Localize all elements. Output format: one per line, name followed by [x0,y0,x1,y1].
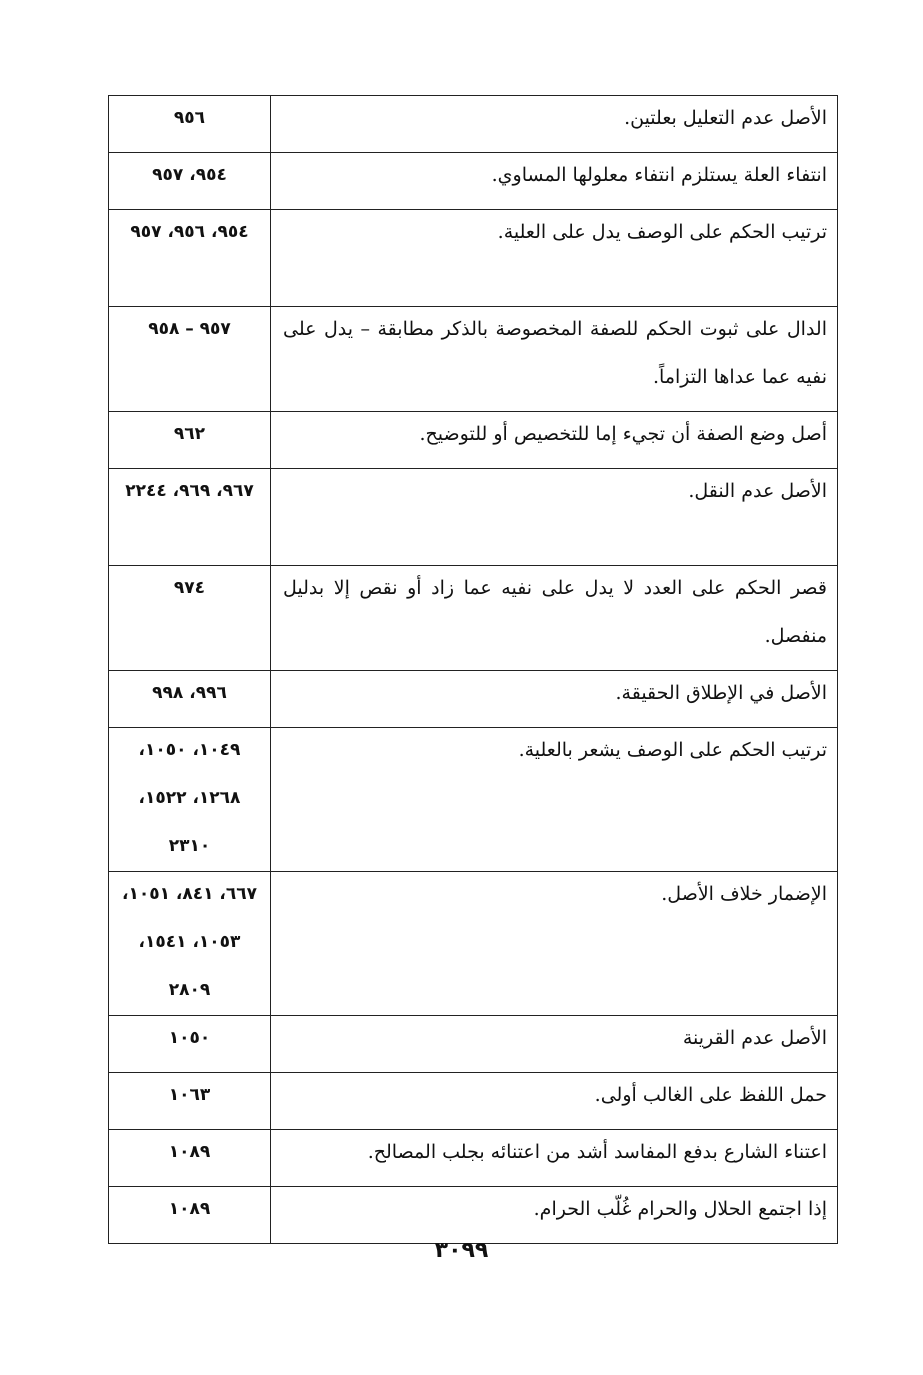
page-references: ٩٥٦ [173,108,206,128]
rule-cell [271,153,838,210]
pages-cell [109,1187,271,1244]
table-row [109,872,838,1016]
page-references: ١٠٨٩ [168,1142,211,1162]
page-references: ٩٧٤ [173,578,206,598]
rule-text: إذا اجتمع الحلال والحرام غُلّب الحرام. [533,1198,827,1220]
table-row [109,566,838,671]
pages-cell [109,96,271,153]
rule-cell [271,872,838,1016]
rule-text: الأصل عدم النقل. [688,480,827,502]
rule-cell [271,566,838,671]
rule-text: الأصل عدم التعليل بعلتين. [624,107,827,129]
rule-text: اعتناء الشارع بدفع المفاسد أشد من اعتنائه بجلب المصالح. [367,1141,827,1163]
rule-text: الأصل في الإطلاق الحقيقة. [615,682,827,704]
rule-cell [271,1187,838,1244]
pages-cell [109,153,271,210]
rules-index-table [108,95,838,1244]
rule-cell [271,96,838,153]
table-row [109,728,838,872]
page-references: ٩٦٧، ٩٦٩، ٢٢٤٤ [125,481,254,501]
rule-cell [271,671,838,728]
table-row [109,671,838,728]
table-row [109,412,838,469]
page-references: ٩٥٧ – ٩٥٨ [148,319,231,339]
page-references: ١٠٤٩، ١٠٥٠، ١٢٦٨، ١٥٢٢، ٢٣١٠ [138,740,241,856]
pages-cell [109,1016,271,1073]
pages-cell [109,1073,271,1130]
page-references: ٦٦٧، ٨٤١، ١٠٥١، ١٠٥٣، ١٥٤١، ٢٨٠٩ [121,884,258,1000]
pages-cell [109,412,271,469]
rule-text: ترتيب الحكم على الوصف يشعر بالعلية. [518,739,827,761]
rule-cell [271,1016,838,1073]
table-row [109,96,838,153]
rule-text: حمل اللفظ على الغالب أولى. [594,1084,827,1106]
rule-text: الأصل عدم القرينة [682,1027,827,1049]
page-references: ١٠٦٣ [168,1085,211,1105]
rule-cell [271,469,838,566]
rule-cell [271,210,838,307]
rule-text: قصر الحكم على العدد لا يدل على نفيه عما زاد أو نقص إلا بدليل منفصل. [283,577,827,647]
rule-text: الإضمار خلاف الأصل. [661,883,827,905]
rule-cell [271,1073,838,1130]
table-row [109,153,838,210]
table-row [109,469,838,566]
rule-text: الدال على ثبوت الحكم للصفة المخصوصة بالذكر مطابقة – يدل على نفيه عما عداها التزاماً. [283,318,827,388]
page-references: ٩٦٢ [173,424,206,444]
pages-cell [109,728,271,872]
rule-text: ترتيب الحكم على الوصف يدل على العلية. [497,221,827,243]
rule-cell [271,728,838,872]
rule-cell [271,412,838,469]
page-number: ٣٠٩٩ [434,1238,489,1263]
table-row [109,1187,838,1244]
table-row [109,1073,838,1130]
table-row [109,307,838,412]
pages-cell [109,566,271,671]
pages-cell [109,469,271,566]
pages-cell [109,1130,271,1187]
pages-cell [109,210,271,307]
table-row [109,1130,838,1187]
page-references: ٩٥٤، ٩٥٧ [152,165,227,185]
rule-text: أصل وضع الصفة أن تجيء إما للتخصيص أو للتوضيح. [419,423,827,445]
page-references: ٩٩٦، ٩٩٨ [152,683,227,703]
page-references: ١٠٥٠ [168,1028,211,1048]
pages-cell [109,671,271,728]
rule-cell [271,1130,838,1187]
pages-cell [109,872,271,1016]
pages-cell [109,307,271,412]
table-row [109,210,838,307]
page-references: ١٠٨٩ [168,1199,211,1219]
page-references: ٩٥٤، ٩٥٦، ٩٥٧ [130,222,249,242]
table-row [109,1016,838,1073]
rule-cell [271,307,838,412]
rules-table-body [109,96,838,1244]
rule-text: انتفاء العلة يستلزم انتفاء معلولها المساوي. [491,164,827,186]
